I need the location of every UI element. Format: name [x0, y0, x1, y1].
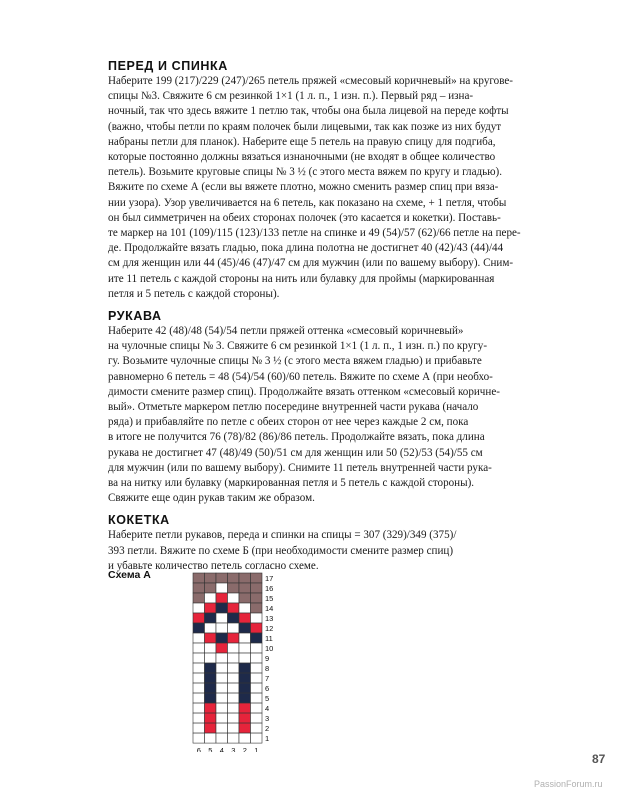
- chart-cell: [216, 673, 228, 683]
- row-label: 8: [265, 664, 270, 674]
- chart-cell: [216, 573, 228, 583]
- chart-cell: [193, 623, 205, 633]
- chart-cell: [228, 733, 240, 743]
- col-label: 5: [208, 746, 213, 752]
- text-line: ряда) и прибавляйте по петле с обеих сторон от нее через каждые 2 см, пока: [108, 416, 469, 429]
- text-line: он был симметричен на обеих сторонах полочек (это касается и кокетки). Поставь-: [108, 211, 501, 224]
- chart-cell: [228, 713, 240, 723]
- row-label: 13: [265, 614, 274, 624]
- chart-cell: [216, 623, 228, 633]
- chart-cell: [205, 653, 217, 663]
- chart-cell: [216, 643, 228, 653]
- watermark: PassionForum.ru: [534, 779, 603, 789]
- text-line: ите 11 петель с каждой стороны на нить или булавку для проймы (маркированная: [108, 272, 495, 285]
- chart-cell: [239, 723, 251, 733]
- row-label: 15: [265, 594, 274, 604]
- chart-cell: [205, 633, 217, 643]
- col-label: 3: [231, 746, 236, 752]
- row-label: 12: [265, 624, 274, 634]
- row-label: 5: [265, 694, 270, 704]
- text-line: нии узора). Узор увеличивается на 6 петель, как показано на схеме, + 1 петля, чтобы: [108, 196, 507, 209]
- chart-cell: [205, 673, 217, 683]
- chart-cell: [251, 733, 263, 743]
- chart-cell: [228, 583, 240, 593]
- row-label: 10: [265, 644, 274, 654]
- row-label: 1: [265, 734, 270, 744]
- chart-cell: [239, 573, 251, 583]
- chart-cell: [251, 713, 263, 723]
- chart-cell: [239, 613, 251, 623]
- row-label: 6: [265, 684, 270, 694]
- chart-cell: [205, 693, 217, 703]
- section-yoke: [108, 512, 538, 574]
- chart-cell: [205, 583, 217, 593]
- chart-cell: [251, 653, 263, 663]
- chart-cell: [216, 613, 228, 623]
- chart-cell: [216, 603, 228, 613]
- text-line: спицы №3. Свяжите 6 см резинкой 1×1 (1 л. п., 1 изн. п.). Первый ряд – изна-: [108, 90, 474, 103]
- text-line: вый». Отметьте маркером петлю посередине внутренней части рукава (начало: [108, 401, 479, 414]
- col-label: 4: [219, 746, 224, 752]
- text-line: набраны петли для планок). Наберите еще 5 петель на правую спицу для подгиба,: [108, 135, 496, 148]
- row-label: 3: [265, 714, 270, 724]
- chart-cell: [228, 673, 240, 683]
- chart-cell: [216, 723, 228, 733]
- chart-cell: [205, 643, 217, 653]
- row-label: 17: [265, 574, 274, 584]
- text-line: гу. Возьмите чулочные спицы № 3 ½ (с этого места вяжем гладью) и прибавьте: [108, 355, 482, 368]
- section-title: КОКЕТКА: [108, 513, 170, 528]
- row-label: 2: [265, 724, 270, 734]
- chart-cell: [205, 723, 217, 733]
- chart-cell: [193, 643, 205, 653]
- chart-cell: [239, 713, 251, 723]
- chart-cell: [251, 723, 263, 733]
- chart-cell: [228, 693, 240, 703]
- chart-cell: [193, 693, 205, 703]
- chart-cell: [193, 713, 205, 723]
- chart-cell: [216, 653, 228, 663]
- chart-cell: [193, 703, 205, 713]
- section-title: РУКАВА: [108, 309, 162, 324]
- page-number: 87: [592, 752, 606, 766]
- row-label: 14: [265, 604, 274, 614]
- schema-chart: [192, 572, 302, 757]
- chart-cell: [239, 663, 251, 673]
- chart-cell: [228, 703, 240, 713]
- chart-cell: [251, 643, 263, 653]
- section-title: ПЕРЕД И СПИНКА: [108, 59, 228, 73]
- text-line: Вяжите по схеме А (если вы вяжете плотно, можно сменить размер спиц при вяза-: [108, 181, 499, 194]
- col-label: 1: [254, 746, 259, 752]
- chart-cell: [228, 633, 240, 643]
- chart-cell: [193, 663, 205, 673]
- text-line: димости смените размер спиц). Продолжайте вязать оттенком «смесовый коричне-: [108, 385, 500, 398]
- col-label: 2: [242, 746, 247, 752]
- chart-cell: [193, 583, 205, 593]
- chart-cell: [216, 713, 228, 723]
- chart-cell: [251, 633, 263, 643]
- chart-cell: [205, 703, 217, 713]
- text-line: те маркер на 101 (109)/115 (123)/133 петле на спинке и 49 (54)/57 (62)/66 петле на пере-: [108, 227, 521, 240]
- text-line: петель). Возьмите круговые спицы № 3 ½ (с этого места вяжем по кругу и гладью).: [108, 166, 502, 179]
- section-front-back: [108, 58, 538, 302]
- chart-cell: [193, 633, 205, 643]
- chart-cell: [239, 643, 251, 653]
- row-label: 11: [265, 634, 273, 644]
- section-sleeves: [108, 308, 538, 506]
- chart-cell: [239, 593, 251, 603]
- text-line: рукава не достигнет 47 (48)/49 (50)/51 см для женщин или 50 (52)/53 (54)/55 см: [108, 446, 483, 459]
- chart-cell: [205, 593, 217, 603]
- chart-cell: [239, 653, 251, 663]
- text-line: Наберите петли рукавов, переда и спинки на спицы = 307 (329)/349 (375)/: [108, 529, 457, 542]
- text-line: Наберите 199 (217)/229 (247)/265 петель пряжей «смесовый коричневый» на кругове-: [108, 75, 513, 87]
- section-text: [108, 324, 538, 506]
- chart-cell: [193, 593, 205, 603]
- chart-cell: [193, 733, 205, 743]
- chart-cell: [251, 693, 263, 703]
- chart-cell: [239, 623, 251, 633]
- row-label: 9: [265, 654, 270, 664]
- chart-cell: [251, 583, 263, 593]
- chart-cell: [228, 653, 240, 663]
- chart-cell: [228, 663, 240, 673]
- chart-cell: [216, 663, 228, 673]
- chart-cell: [216, 693, 228, 703]
- chart-cell: [193, 653, 205, 663]
- text-line: ва на нитку или булавку (маркированная петля и 5 петель с каждой стороны).: [108, 477, 475, 490]
- col-label: 6: [196, 746, 201, 752]
- text-line: (важно, чтобы петли по краям полочек были лицевыми, так как позже из них будут: [108, 120, 502, 133]
- text-line: которые постоянно должны вязаться изнаночными (не входят в общее количество: [108, 151, 496, 164]
- chart-cell: [251, 573, 263, 583]
- chart-cell: [216, 633, 228, 643]
- text-line: де. Продолжайте вязать гладью, пока длина полотна не достигнет 40 (42)/43 (44)/44: [108, 242, 504, 255]
- chart-cell: [228, 573, 240, 583]
- chart-cell: [205, 573, 217, 583]
- chart-cell: [251, 703, 263, 713]
- chart-cell: [239, 633, 251, 643]
- chart-cell: [239, 683, 251, 693]
- chart-cell: [251, 613, 263, 623]
- text-line: на чулочные спицы № 3. Свяжите 6 см резинкой 1×1 (1 л. п., 1 изн. п.) по кругу-: [108, 340, 488, 353]
- chart-cell: [239, 603, 251, 613]
- text-line: петля и 5 петель с каждой стороны).: [108, 287, 280, 300]
- chart-cell: [205, 603, 217, 613]
- chart-cell: [251, 673, 263, 683]
- section-text: [108, 74, 538, 302]
- chart-cell: [216, 593, 228, 603]
- chart-cell: [239, 703, 251, 713]
- row-label: 16: [265, 584, 274, 594]
- chart-cell: [251, 663, 263, 673]
- chart-cell: [193, 683, 205, 693]
- chart-cell: [193, 723, 205, 733]
- chart-cell: [228, 613, 240, 623]
- chart-cell: [228, 723, 240, 733]
- text-line: равномерно 6 петель = 48 (54)/54 (60)/60 петель. Вяжите по схеме А (при необхо-: [108, 370, 493, 383]
- chart-cell: [205, 623, 217, 633]
- chart-cell: [228, 643, 240, 653]
- chart-svg: [192, 572, 302, 752]
- chart-cell: [193, 603, 205, 613]
- schema-label: Схема А: [108, 569, 151, 581]
- chart-cell: [228, 683, 240, 693]
- text-line: и убавьте количество петель согласно схеме.: [108, 559, 319, 572]
- text-line: ночный, так что здесь вяжите 1 петлю так, чтобы она была лицевой на переде кофты: [108, 105, 509, 118]
- chart-cell: [239, 583, 251, 593]
- chart-cell: [193, 573, 205, 583]
- chart-cell: [251, 623, 263, 633]
- chart-cell: [216, 583, 228, 593]
- text-line: для мужчин (или по вашему выбору). Снимите 11 петель внутренней части рука-: [108, 461, 492, 474]
- chart-cell: [205, 733, 217, 743]
- chart-cell: [251, 603, 263, 613]
- text-line: см для женщин или 44 (45)/46 (47)/47 см для мужчин (или по вашему выбору). Сним-: [108, 257, 514, 270]
- text-line: Наберите 42 (48)/48 (54)/54 петли пряжей оттенка «смесовый коричневый»: [108, 325, 464, 338]
- text-line: 393 петли. Вяжите по схеме Б (при необходимости смените размер спиц): [108, 544, 454, 557]
- chart-cell: [193, 613, 205, 623]
- row-label: 7: [265, 674, 270, 684]
- chart-cell: [251, 593, 263, 603]
- text-line: Свяжите еще один рукав таким же образом.: [108, 492, 315, 505]
- chart-cell: [228, 603, 240, 613]
- chart-cell: [228, 623, 240, 633]
- section-text: [108, 528, 538, 574]
- text-line: в итоге не получится 76 (78)/82 (86)/86 петель. Продолжайте вязать, пока длина: [108, 431, 485, 444]
- chart-cell: [205, 683, 217, 693]
- chart-cell: [251, 683, 263, 693]
- chart-cell: [228, 593, 240, 603]
- chart-cell: [205, 613, 217, 623]
- chart-cell: [216, 683, 228, 693]
- chart-cell: [205, 713, 217, 723]
- row-label: 4: [265, 704, 270, 714]
- article-body: [108, 58, 538, 580]
- chart-cell: [216, 733, 228, 743]
- chart-cell: [216, 703, 228, 713]
- chart-cell: [239, 673, 251, 683]
- chart-cell: [193, 673, 205, 683]
- chart-cell: [205, 663, 217, 673]
- chart-cell: [239, 733, 251, 743]
- chart-cell: [239, 693, 251, 703]
